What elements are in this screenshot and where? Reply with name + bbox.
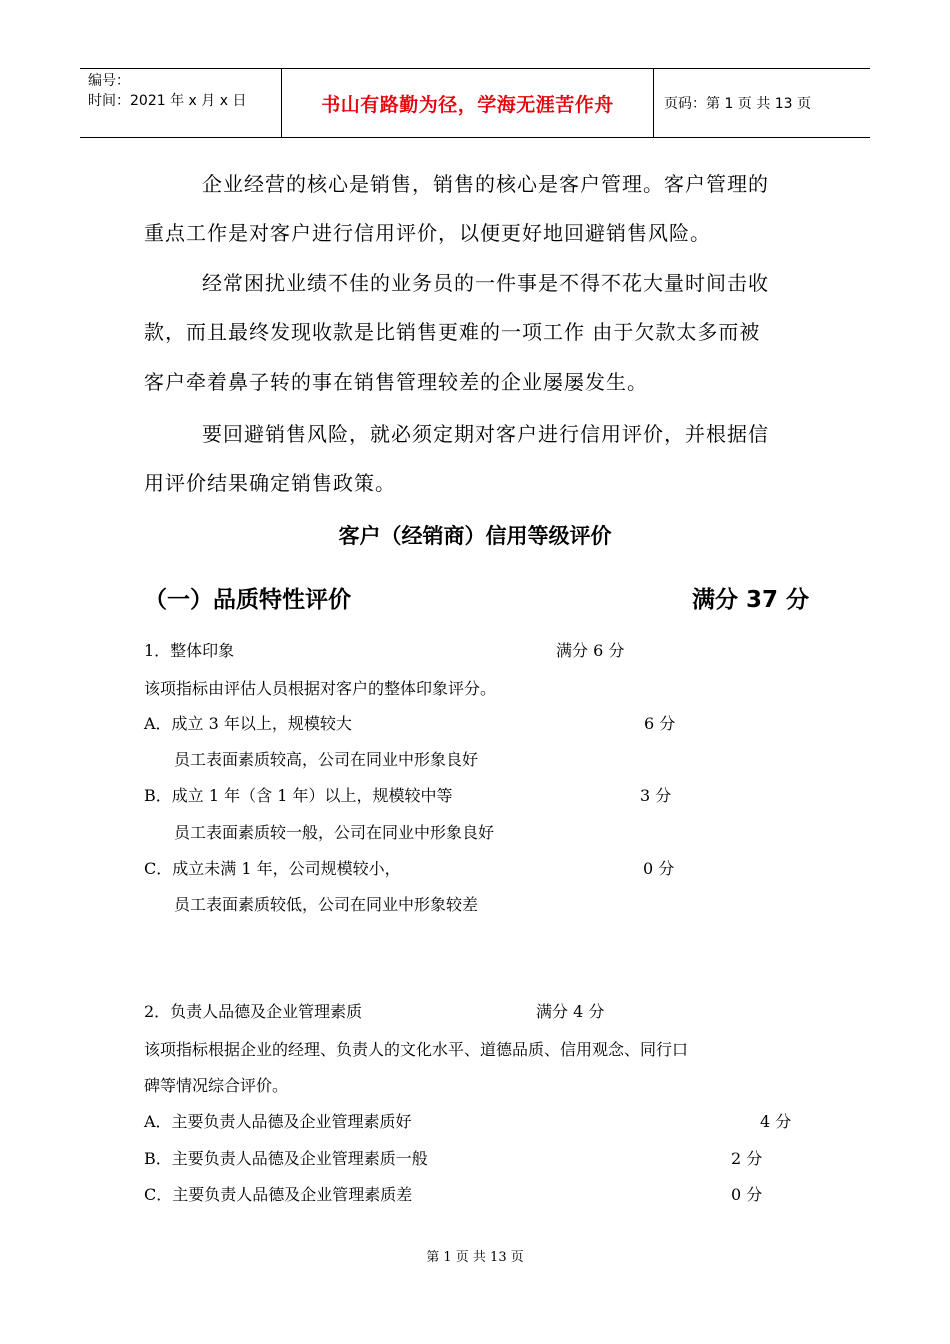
item1-option-a-sub: 员工表面素质较高，公司在同业中形象良好: [174, 750, 479, 769]
item2-option-b-score: 2 分: [731, 1149, 763, 1168]
item1-option-c: C．成立未满 1 年，公司规模较小，: [144, 859, 401, 878]
item1-option-a-score: 6 分: [644, 714, 676, 733]
page-header: [80, 68, 870, 138]
header-page-label: 页码：第 1 页 共 13 页: [664, 96, 811, 112]
page-footer: 第 1 页 共 13 页: [426, 1250, 524, 1265]
item2-title: 2．负责人品德及企业管理素质: [144, 1002, 363, 1021]
item2-option-a-score: 4 分: [760, 1112, 792, 1131]
item2-desc-line2: 碑等情况综合评价。: [144, 1076, 289, 1095]
item2-option-b: B．主要负责人品德及企业管理素质一般: [144, 1149, 428, 1168]
intro-p1-line2: 重点工作是对客户进行信用评价，以便更好地回避销售风险。: [144, 221, 711, 245]
intro-p2-line1: 经常困扰业绩不佳的业务员的一件事是不得不花大量时间击收: [202, 271, 769, 295]
item1-option-c-sub: 员工表面素质较低，公司在同业中形象较差: [174, 895, 479, 914]
item1-score: 满分 6 分: [556, 641, 625, 660]
item1-desc: 该项指标由评估人员根据对客户的整体印象评分。: [144, 679, 497, 698]
item1-option-c-score: 0 分: [643, 859, 675, 878]
item1-option-a: A．成立 3 年以上，规模较大: [144, 714, 352, 733]
item2-desc-line1: 该项指标根据企业的经理、负责人的文化水平、道德品质、信用观念、同行口: [144, 1040, 689, 1059]
item1-option-b-score: 3 分: [640, 786, 672, 805]
intro-p1-line1: 企业经营的核心是销售，销售的核心是客户管理。客户管理的: [202, 172, 769, 196]
header-motto: 书山有路勤为径，学海无涯苦作舟: [321, 93, 614, 116]
intro-p2-line2: 款，而且最终发现收款是比销售更难的一项工作 由于欠款太多而被: [144, 320, 761, 344]
header-meta-cell: [80, 69, 282, 137]
intro-p3-line2: 用评价结果确定销售政策。: [144, 471, 396, 495]
item2-option-c: C．主要负责人品德及企业管理素质差: [144, 1185, 413, 1204]
section1-score: 满分 37 分: [692, 587, 810, 613]
item2-option-c-score: 0 分: [731, 1185, 763, 1204]
item2-option-a: A．主要负责人品德及企业管理素质好: [144, 1112, 412, 1131]
header-number-label: 编号：: [88, 73, 130, 89]
item1-option-b: B．成立 1 年（含 1 年）以上，规模较中等: [144, 786, 453, 805]
header-page-cell: [654, 69, 870, 137]
item1-option-b-sub: 员工表面素质较一般，公司在同业中形象良好: [174, 823, 495, 842]
intro-p2-line3: 客户牵着鼻子转的事在销售管理较差的企业屡屡发生。: [144, 370, 648, 394]
intro-p3-line1: 要回避销售风险，就必须定期对客户进行信用评价，并根据信: [202, 422, 769, 446]
header-motto-cell: [282, 69, 654, 137]
item2-score: 满分 4 分: [536, 1002, 605, 1021]
section1-title: （一）品质特性评价: [144, 587, 351, 613]
doc-title: 客户（经销商）信用等级评价: [338, 524, 612, 548]
header-time-label: 时间：2021 年 x 月 x 日: [88, 93, 247, 109]
item1-title: 1．整体印象: [144, 641, 235, 660]
